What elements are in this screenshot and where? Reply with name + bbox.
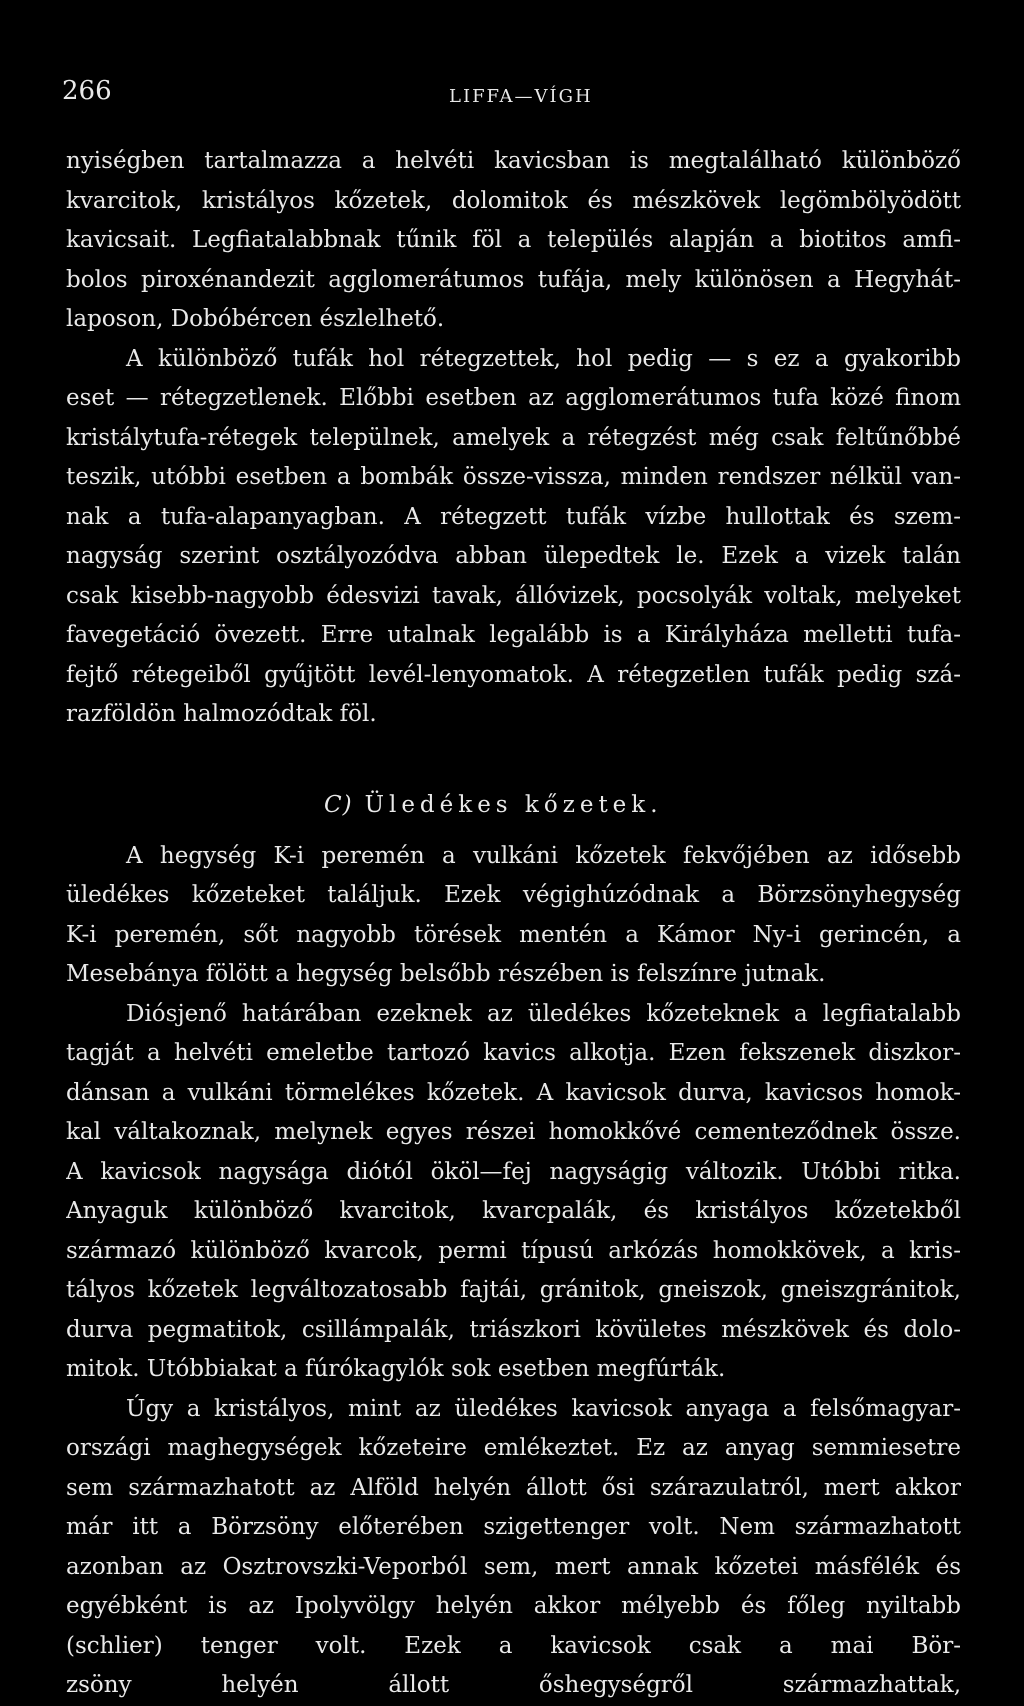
text-line: A kavicsok nagysága diótól ököl—fej nagyságig változik. Utóbbi ritka. xyxy=(66,1158,961,1185)
paragraph xyxy=(66,340,961,735)
paragraph xyxy=(66,142,961,340)
text-line: favegetáció övezett. Erre utalnak legalább is a Királyháza melletti tufa- xyxy=(66,622,961,648)
text-line: már itt a Börzsöny előterében szigettenger volt. Nem származhatott xyxy=(66,1514,961,1540)
text-line: kvarcitok, kristályos kőzetek, dolomitok és mészkövek legömbölyödött xyxy=(66,187,961,214)
text-line: eset — rétegzetlenek. Előbbi esetben az agglomerátumos tufa közé finom xyxy=(66,385,961,411)
text-line: származó különböző kvarcok, permi típusú arkózás homokkövek, a kris- xyxy=(66,1237,961,1264)
page-number: 266 xyxy=(62,76,112,106)
text-line: mitok. Utóbbiakat a fúrókagylók sok esetben megfúrták. xyxy=(66,1356,726,1382)
spacer xyxy=(66,735,961,783)
text-line: kavicsait. Legfiatalabbnak tűnik föl a település alapján a biotitos amfi- xyxy=(66,227,961,253)
page-header xyxy=(62,76,962,112)
text-line: fejtő rétegeiből gyűjtött levél-lenyomatok. A rétegzetlen tufák pedig szá- xyxy=(66,661,961,688)
text-line: K-i peremén, sőt nagyobb törések mentén a Kámor Ny-i gerincén, a xyxy=(66,921,961,948)
text-line: laposon, Dobóbércen észlelhető. xyxy=(66,306,445,332)
text-line: Úgy a kristályos, mint az üledékes kavicsok anyaga a felsőmagyar- xyxy=(126,1395,961,1422)
text-line: nak a tufa-alapanyagban. A rétegzett tufák vízbe hullottak és szem- xyxy=(66,503,961,530)
text-line: tagját a helvéti emeletbe tartozó kavics alkotja. Ezen fekszenek diszkor- xyxy=(66,1040,961,1066)
paragraph xyxy=(66,1390,961,1706)
text-line: országi maghegységek kőzeteire emlékeztet. Ez az anyag semmiesetre xyxy=(66,1435,961,1461)
paragraph xyxy=(66,837,961,995)
text-line: azonban az Osztrovszki-Veporból sem, mert annak kőzetei másfélék és xyxy=(66,1553,961,1580)
text-line: bolos piroxénandezit agglomerátumos tufája, mely különösen a Hegyhát- xyxy=(66,266,961,293)
text-line: kal váltakoznak, melynek egyes részei homokkővé cementeződnek össze. xyxy=(66,1119,961,1145)
text-line: üledékes kőzeteket találjuk. Ezek végighúzódnak a Börzsönyhegység xyxy=(66,882,961,908)
text-line: Anyaguk különböző kvarcitok, kvarcpalák, és kristályos kőzetekből xyxy=(66,1198,961,1224)
text-line: egyébként is az Ipolyvölgy helyén akkor mélyebb és főleg nyiltabb xyxy=(66,1593,961,1619)
text-line: dánsan a vulkáni törmelékes kőzetek. A kavicsok durva, kavicsos homok- xyxy=(66,1079,961,1106)
spacer xyxy=(66,827,961,837)
text-line: A hegység K-i peremén a vulkáni kőzetek fekvőjében az idősebb xyxy=(126,842,961,869)
text-line: razföldön halmozódtak föl. xyxy=(66,701,377,727)
text-line: zsöny helyén állott őshegységről származhattak, xyxy=(66,1672,961,1698)
section-title: Üledékes kőzetek. xyxy=(364,791,663,818)
text-line: tályos kőzetek legváltozatosabb fajtái, gránitok, gneiszok, gneiszgránitok, xyxy=(66,1277,961,1303)
text-line: Diósjenő határában ezeknek az üledékes kőzeteknek a legfiatalabb xyxy=(126,1000,961,1027)
text-line: (schlier) tenger volt. Ezek a kavicsok csak a mai Bör- xyxy=(66,1632,961,1659)
page-body xyxy=(66,142,961,1706)
text-line: sem származhatott az Alföld helyén állott ősi szárazulatról, mert akkor xyxy=(66,1474,961,1501)
section-label: C) xyxy=(324,791,353,818)
section-heading xyxy=(66,783,961,827)
text-line: durva pegmatitok, csillámpalák, triászkori kövületes mészkövek és dolo- xyxy=(66,1316,961,1343)
text-line: csak kisebb-nagyobb édesvizi tavak, állóvizek, pocsolyák voltak, melyeket xyxy=(66,582,961,609)
text-line: Mesebánya fölött a hegység belsőbb részében is felszínre jutnak. xyxy=(66,961,826,987)
text-line: kristálytufa-rétegek települnek, amelyek a rétegzést még csak feltűnőbbé xyxy=(66,424,961,451)
text-line: A különböző tufák hol rétegzettek, hol pedig — s ez a gyakoribb xyxy=(126,345,961,372)
paragraph xyxy=(66,995,961,1390)
text-line: nyiségben tartalmazza a helvéti kavicsban is megtalálható különböző xyxy=(66,148,961,174)
text-line: nagyság szerint osztályozódva abban ülepedtek le. Ezek a vizek talán xyxy=(66,543,961,569)
text-line: teszik, utóbbi esetben a bombák össze-vissza, minden rendszer nélkül van- xyxy=(66,464,961,490)
running-head: LIFFA—VÍGH xyxy=(449,86,593,107)
